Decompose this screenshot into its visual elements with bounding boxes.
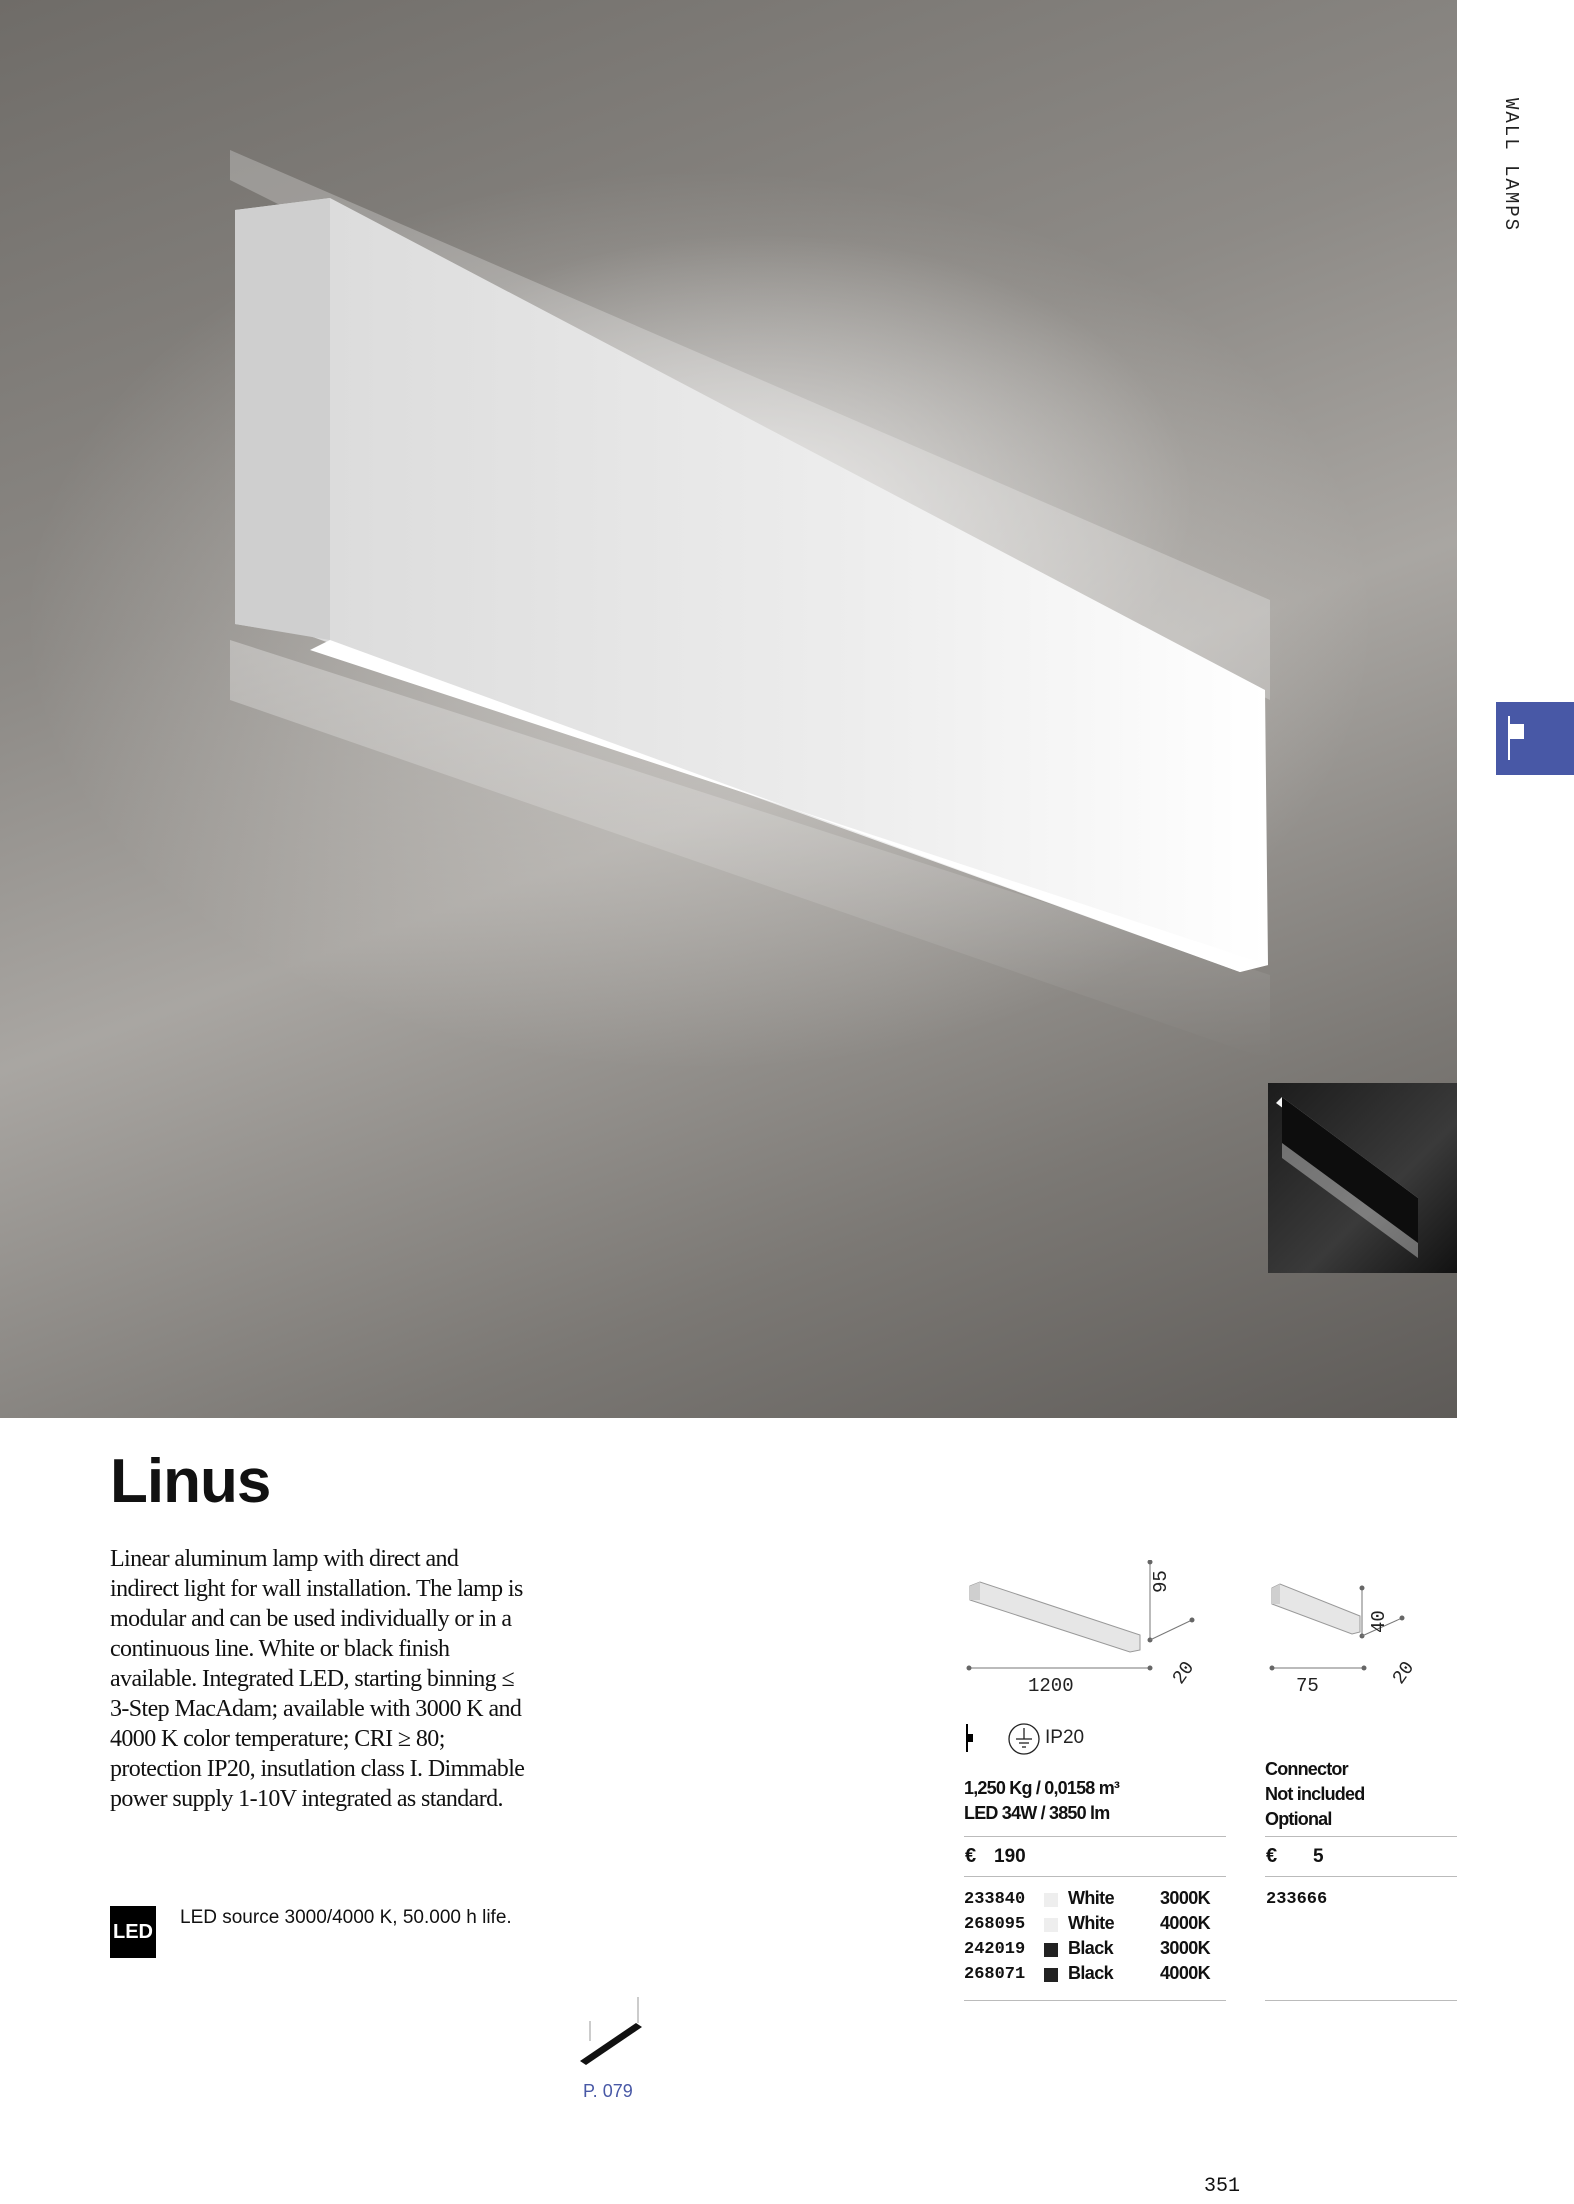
connector-availability: Not included xyxy=(1265,1784,1365,1804)
inset-photo-black-variant xyxy=(1268,1083,1457,1273)
connector-technical-drawing xyxy=(1262,1560,1422,1675)
connector-dim-length: 75 xyxy=(1296,1675,1319,1697)
finish-swatch xyxy=(1044,1943,1058,1957)
led-badge: LED xyxy=(110,1906,156,1958)
lamp-dim-depth: 20 xyxy=(1168,1657,1200,1689)
connector-code: 233666 xyxy=(1266,1890,1328,1909)
variant-row xyxy=(964,1888,1226,1914)
suspension-version-icon[interactable] xyxy=(570,1993,650,2073)
lamp-power: LED 34W / 3850 lm xyxy=(964,1803,1110,1823)
variant-code: 268095 xyxy=(964,1915,1026,1934)
variant-code: 268071 xyxy=(964,1965,1026,1984)
section-label: WALL LAMPS xyxy=(1500,98,1522,233)
class-i-earth-icon xyxy=(1007,1722,1041,1756)
wall-mount-icon xyxy=(966,1724,974,1752)
reference-page-link[interactable]: P. 079 xyxy=(583,2081,633,2101)
variant-finish: White xyxy=(1068,1888,1114,1908)
connector-price-symbol: € xyxy=(1266,1845,1278,1867)
variant-cct: 4000K xyxy=(1160,1913,1211,1933)
finish-swatch xyxy=(1044,1918,1058,1932)
divider xyxy=(1265,1836,1457,1837)
product-title: Linus xyxy=(110,1447,271,1516)
page-number: 351 xyxy=(1204,2175,1241,2198)
variant-finish: Black xyxy=(1068,1938,1114,1958)
finish-swatch xyxy=(1044,1893,1058,1907)
variant-cct: 3000K xyxy=(1160,1938,1211,1958)
led-source-info: LED source 3000/4000 K, 50.000 h life. xyxy=(180,1907,512,1928)
variant-row xyxy=(964,1913,1226,1939)
connector-label: Connector xyxy=(1265,1759,1348,1779)
variant-cct: 3000K xyxy=(1160,1888,1211,1908)
variant-code: 233840 xyxy=(964,1890,1026,1909)
connector-optional: Optional xyxy=(1265,1809,1332,1829)
divider xyxy=(964,1876,1226,1877)
ip-rating: IP20 xyxy=(1045,1727,1085,1748)
lamp-dim-length: 1200 xyxy=(1028,1675,1074,1697)
divider xyxy=(964,2000,1226,2001)
divider xyxy=(964,1836,1226,1837)
lamp-price: 190 xyxy=(994,1846,1026,1867)
divider xyxy=(1265,2000,1457,2001)
finish-swatch xyxy=(1044,1968,1058,1982)
divider xyxy=(1265,1876,1457,1877)
lamp-weight-volume: 1,250 Kg / 0,0158 m³ xyxy=(964,1778,1120,1798)
variant-finish: Black xyxy=(1068,1963,1114,1983)
variant-row xyxy=(964,1938,1226,1964)
variant-row xyxy=(964,1963,1226,1989)
variant-finish: White xyxy=(1068,1913,1114,1933)
connector-dim-depth: 20 xyxy=(1388,1657,1420,1689)
connector-dim-height: 40 xyxy=(1368,1610,1390,1633)
lamp-price-symbol: € xyxy=(965,1845,977,1867)
lamp-dim-height: 95 xyxy=(1150,1570,1172,1593)
section-tab-wall-lamp-icon xyxy=(1496,702,1574,775)
variant-cct: 4000K xyxy=(1160,1963,1211,1983)
product-description: Linear aluminum lamp with direct and indirect light for wall installation. The lamp is modular and can be used individually or in a continuous line. White or black finish available. Integrated LED, starting binning ≤ 3-Step MacAdam; available with 3000 K and 4000 K color temperature; CRI ≥ 80; protection IP20, insutlation class I. Dimmable power supply 1-10V integrated as standard. xyxy=(110,1546,525,1812)
variant-code: 242019 xyxy=(964,1940,1026,1959)
connector-price: 5 xyxy=(1313,1846,1324,1867)
